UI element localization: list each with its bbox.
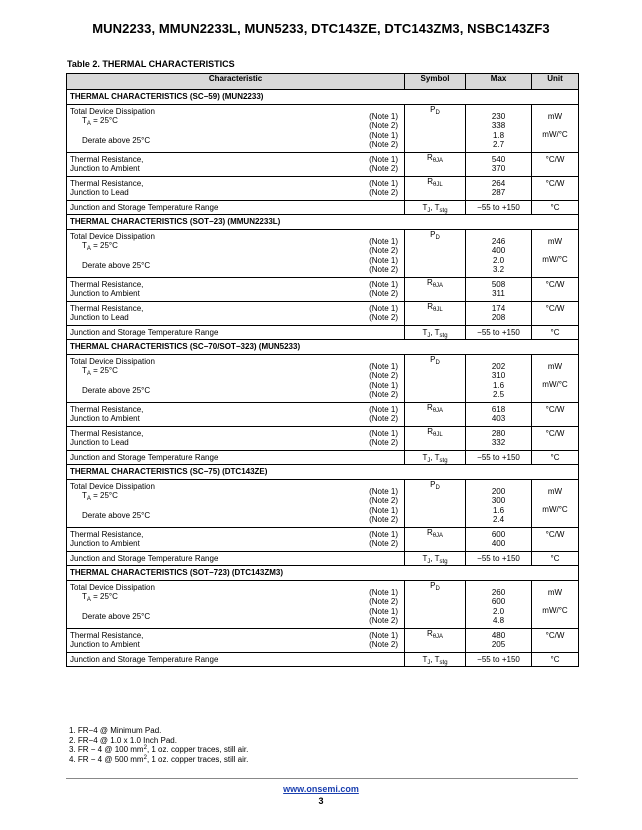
col-header-characteristic: Characteristic [67, 74, 405, 90]
label-total-dissipation: Total Device Dissipation [70, 583, 155, 592]
label-ta: $T_A = 25^\circ C$ [82, 491, 118, 503]
cell-unit: °C/W [532, 427, 579, 451]
cell-symbol: $R_{\theta JL}$ [405, 427, 466, 451]
cell-unit: °C/W [532, 153, 579, 177]
note-refs: (Note 1) (Note 2) [369, 405, 398, 424]
note-refs: (Note 1) (Note 2) (Note 1) (Note 2) [369, 487, 398, 525]
cell-characteristic [67, 105, 405, 153]
cell-characteristic: Thermal Resistance, Junction to Ambient (Note 1) (Note 2) [67, 278, 405, 302]
col-header-unit: Unit [532, 74, 579, 90]
footnote-1: 1. FR−4 @ Minimum Pad. [69, 726, 162, 735]
cell-unit: mW mW/°C [532, 581, 579, 629]
cell-unit: °C [532, 552, 579, 566]
table-row-rjl [67, 177, 579, 201]
footnote-4: 4. FR − 4 @ 500 $mm^2$, 1 oz. copper traces, still air. [69, 754, 249, 764]
cell-unit: °C/W [532, 528, 579, 552]
cell-characteristic [67, 581, 405, 629]
note-refs: (Note 1) (Note 2) (Note 1) (Note 2) [369, 237, 398, 275]
cell-symbol: $R_{\theta JL}$ [405, 302, 466, 326]
cell-symbol: $R_{\theta JL}$ [405, 177, 466, 201]
cell-characteristic: Junction and Storage Temperature Range [67, 653, 405, 667]
table-row-rjl [67, 427, 579, 451]
cell-max: −55 to +150 [466, 201, 532, 215]
cell-max: −55 to +150 [466, 653, 532, 667]
cell-symbol: $R_{\theta JA}$ [405, 528, 466, 552]
cell-unit: °C [532, 326, 579, 340]
cell-characteristic: Thermal Resistance, Junction to Ambient (Note 1) (Note 2) [67, 403, 405, 427]
label-total-dissipation: Total Device Dissipation [70, 357, 155, 366]
table-row-temp-range [67, 552, 579, 566]
label-total-dissipation: Total Device Dissipation [70, 107, 155, 116]
cell-symbol: $T_J$, $T_{stg}$ [405, 201, 466, 215]
cell-symbol: $P_D$ [405, 355, 466, 403]
label-ta: $T_A = 25^\circ C$ [82, 116, 118, 128]
cell-unit: °C/W [532, 302, 579, 326]
cell-characteristic: Thermal Resistance, Junction to Lead (Note 1) (Note 2) [67, 177, 405, 201]
footnote-3: 3. FR − 4 @ 100 $mm^2$, 1 oz. copper traces, still air. [69, 745, 249, 755]
cell-symbol: $T_J$, $T_{stg}$ [405, 552, 466, 566]
table-row-dissipation [67, 105, 579, 153]
cell-unit: mW mW/°C [532, 105, 579, 153]
cell-max: 174 208 [466, 302, 532, 326]
table-row-temp-range [67, 653, 579, 667]
section-header-row [67, 340, 579, 355]
section-heading: THERMAL CHARACTERISTICS (SC−70/SOT−323) (MUN5233) [67, 340, 579, 355]
section-heading: THERMAL CHARACTERISTICS (SC−75) (DTC143ZE) [67, 465, 579, 480]
cell-unit: mW mW/°C [532, 355, 579, 403]
cell-symbol: $R_{\theta JA}$ [405, 278, 466, 302]
cell-max: 230 338 1.8 2.7 [466, 105, 532, 153]
cell-max: 600 400 [466, 528, 532, 552]
cell-symbol: $R_{\theta JA}$ [405, 403, 466, 427]
footer-divider [66, 778, 578, 779]
cell-symbol: $R_{\theta JA}$ [405, 629, 466, 653]
note-refs: (Note 1) (Note 2) [369, 429, 398, 448]
note-refs: (Note 1) (Note 2) (Note 1) (Note 2) [369, 112, 398, 150]
section-heading: THERMAL CHARACTERISTICS (SC−59) (MUN2233) [67, 90, 579, 105]
cell-symbol: $P_D$ [405, 230, 466, 278]
page-number: 3 [318, 796, 324, 806]
cell-max: 260 600 2.0 4.8 [466, 581, 532, 629]
label-derate: Derate above 25°C [82, 135, 151, 145]
cell-characteristic: Junction and Storage Temperature Range [67, 552, 405, 566]
cell-unit: °C/W [532, 629, 579, 653]
table-row-dissipation [67, 480, 579, 528]
cell-characteristic: Thermal Resistance, Junction to Ambient (Note 1) (Note 2) [67, 629, 405, 653]
label-ta: $T_A = 25^\circ C$ [82, 241, 118, 253]
cell-max: 480 205 [466, 629, 532, 653]
cell-max: 246 400 2.0 3.2 [466, 230, 532, 278]
cell-max: 200 300 1.6 2.4 [466, 480, 532, 528]
cell-unit: °C/W [532, 403, 579, 427]
note-refs: (Note 1) (Note 2) [369, 631, 398, 650]
table-row-rja [67, 629, 579, 653]
cell-unit: mW mW/°C [532, 230, 579, 278]
table-row-rjl [67, 302, 579, 326]
note-refs: (Note 1) (Note 2) [369, 530, 398, 549]
cell-unit: °C [532, 451, 579, 465]
cell-max: 280 332 [466, 427, 532, 451]
table-row-dissipation [67, 230, 579, 278]
note-refs: (Note 1) (Note 2) [369, 304, 398, 323]
footnotes [69, 726, 248, 764]
cell-characteristic [67, 230, 405, 278]
cell-max: 618 403 [466, 403, 532, 427]
table-row-temp-range [67, 201, 579, 215]
footnote-2: 2. FR−4 @ 1.0 x 1.0 Inch Pad. [69, 735, 177, 745]
table-row-temp-range [67, 451, 579, 465]
cell-characteristic: Junction and Storage Temperature Range [67, 326, 405, 340]
section-header-row [67, 465, 579, 480]
section-heading: THERMAL CHARACTERISTICS (SOT−23) (MMUN2233L) [67, 215, 579, 230]
label-total-dissipation: Total Device Dissipation [70, 482, 155, 491]
cell-symbol: $P_D$ [405, 581, 466, 629]
table-row-rja [67, 153, 579, 177]
cell-characteristic: Junction and Storage Temperature Range [67, 451, 405, 465]
col-header-max: Max [466, 74, 532, 90]
cell-unit: mW mW/°C [532, 480, 579, 528]
cell-max: 540 370 [466, 153, 532, 177]
page-header-title: MUN2233, MMUN2233L, MUN5233, DTC143ZE, DTC143ZM3, NSBC143ZF3 [92, 21, 550, 36]
footer-website-link[interactable]: www.onsemi.com [283, 784, 359, 794]
cell-unit: °C [532, 201, 579, 215]
cell-max: 508 311 [466, 278, 532, 302]
cell-symbol: $T_J$, $T_{stg}$ [405, 326, 466, 340]
cell-characteristic: Junction and Storage Temperature Range [67, 201, 405, 215]
table-title: Table 2. THERMAL CHARACTERISTICS [67, 59, 235, 69]
cell-unit: °C/W [532, 278, 579, 302]
section-header-row [67, 90, 579, 105]
label-total-dissipation: Total Device Dissipation [70, 232, 155, 241]
cell-characteristic: Thermal Resistance, Junction to Lead (Note 1) (Note 2) [67, 427, 405, 451]
cell-unit: °C/W [532, 177, 579, 201]
label-ta: $T_A = 25^\circ C$ [82, 366, 118, 378]
cell-max: 202 310 1.6 2.5 [466, 355, 532, 403]
cell-symbol: $T_J$, $T_{stg}$ [405, 451, 466, 465]
cell-characteristic: Thermal Resistance, Junction to Ambient (Note 1) (Note 2) [67, 153, 405, 177]
cell-characteristic [67, 480, 405, 528]
cell-symbol: $T_J$, $T_{stg}$ [405, 653, 466, 667]
cell-symbol: $P_D$ [405, 480, 466, 528]
table-row-dissipation [67, 355, 579, 403]
thermal-characteristics-table [66, 73, 579, 667]
label-ta: $T_A = 25^\circ C$ [82, 592, 118, 604]
section-header-row [67, 215, 579, 230]
label-derate: Derate above 25°C [82, 510, 151, 520]
table-header-row [67, 74, 579, 90]
cell-symbol: $R_{\theta JA}$ [405, 153, 466, 177]
label-derate: Derate above 25°C [82, 385, 151, 395]
note-refs: (Note 1) (Note 2) (Note 1) (Note 2) [369, 588, 398, 626]
note-refs: (Note 1) (Note 2) [369, 280, 398, 299]
label-derate: Derate above 25°C [82, 260, 151, 270]
table-row-temp-range [67, 326, 579, 340]
table-row-rja [67, 403, 579, 427]
cell-max: −55 to +150 [466, 451, 532, 465]
section-heading: THERMAL CHARACTERISTICS (SOT−723) (DTC143ZM3) [67, 566, 579, 581]
cell-max: −55 to +150 [466, 552, 532, 566]
section-header-row [67, 566, 579, 581]
cell-unit: °C [532, 653, 579, 667]
table-row-dissipation [67, 581, 579, 629]
cell-characteristic: Thermal Resistance, Junction to Lead (Note 1) (Note 2) [67, 302, 405, 326]
col-header-symbol: Symbol [405, 74, 466, 90]
note-refs: (Note 1) (Note 2) (Note 1) (Note 2) [369, 362, 398, 400]
cell-characteristic: Thermal Resistance, Junction to Ambient (Note 1) (Note 2) [67, 528, 405, 552]
cell-characteristic [67, 355, 405, 403]
note-refs: (Note 1) (Note 2) [369, 155, 398, 174]
table-row-rja [67, 278, 579, 302]
table-row-rja [67, 528, 579, 552]
label-derate: Derate above 25°C [82, 611, 151, 621]
note-refs: (Note 1) (Note 2) [369, 179, 398, 198]
cell-max: 264 287 [466, 177, 532, 201]
cell-symbol: $P_D$ [405, 105, 466, 153]
cell-max: −55 to +150 [466, 326, 532, 340]
